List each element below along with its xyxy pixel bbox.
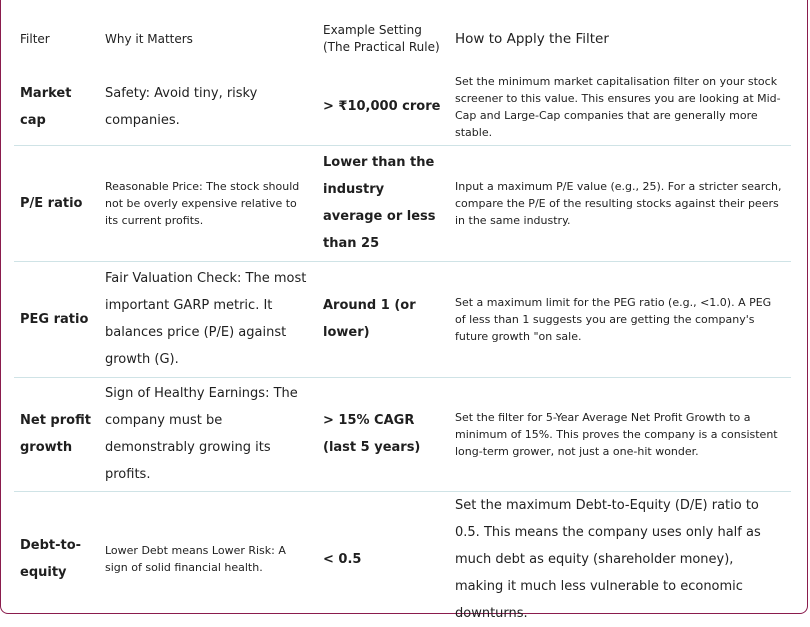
header-apply: How to Apply the Filter [455,30,609,47]
why-text: Lower Debt means Lower Risk: A sign of solid financial health. [105,544,286,574]
table-row [14,261,791,377]
why-text: Fair Valuation Check: The most important GARP metric. It balances price (P/E) against growth (G). [105,271,307,367]
header-example: Example Setting (The Practical Rule) [323,22,440,54]
header-row [14,8,791,69]
header-why: Why it Matters [105,31,193,46]
why-text: Reasonable Price: The stock should not be overly expensive relative to its current profits. [105,179,300,227]
why-text: Sign of Healthy Earnings: The company must be demonstrably growing its profits. [105,386,298,482]
filter-name: Market cap [20,85,72,128]
apply-text: Set a maximum limit for the PEG ratio (e.g., <1.0). A PEG of less than 1 suggests you are getting the company's future growth "on sale. [455,295,772,343]
table-row [14,145,791,261]
example-setting: Lower than the industry average or less than 25 [323,155,436,251]
filter-name: PEG ratio [20,311,89,327]
example-setting: > ₹10,000 crore [323,99,441,115]
table-row [14,69,791,145]
table-row [14,491,791,627]
filter-name: Debt-to-equity [20,538,82,580]
example-setting: > 15% CAGR (last 5 years) [323,413,421,455]
filter-name: P/E ratio [20,195,83,211]
apply-text: Set the filter for 5-Year Average Net Profit Growth to a minimum of 15%. This proves the company is a consistent long-term grower, not just a one-hit wonder. [455,410,778,458]
table-row [14,377,791,491]
example-setting: Around 1 (or lower) [323,298,416,340]
why-text: Safety: Avoid tiny, risky companies. [105,85,258,128]
example-setting: < 0.5 [323,551,362,567]
apply-text: Set the minimum market capitalisation filter on your stock screener to this value. This ensures you are looking at Mid-Cap and Large-Cap companies that are generally more stable. [455,74,781,139]
filter-name: Net profit growth [20,413,91,455]
apply-text: Set the maximum Debt-to-Equity (D/E) ratio to 0.5. This means the company uses only half as much debt as equity (shareholder money), making it much less vulnerable to economic downturns. [455,497,761,621]
garp-filter-table [14,8,791,627]
apply-text: Input a maximum P/E value (e.g., 25). For a stricter search, compare the P/E of the resulting stocks against their peers in the same industry. [455,179,782,227]
header-filter: Filter [20,31,50,46]
